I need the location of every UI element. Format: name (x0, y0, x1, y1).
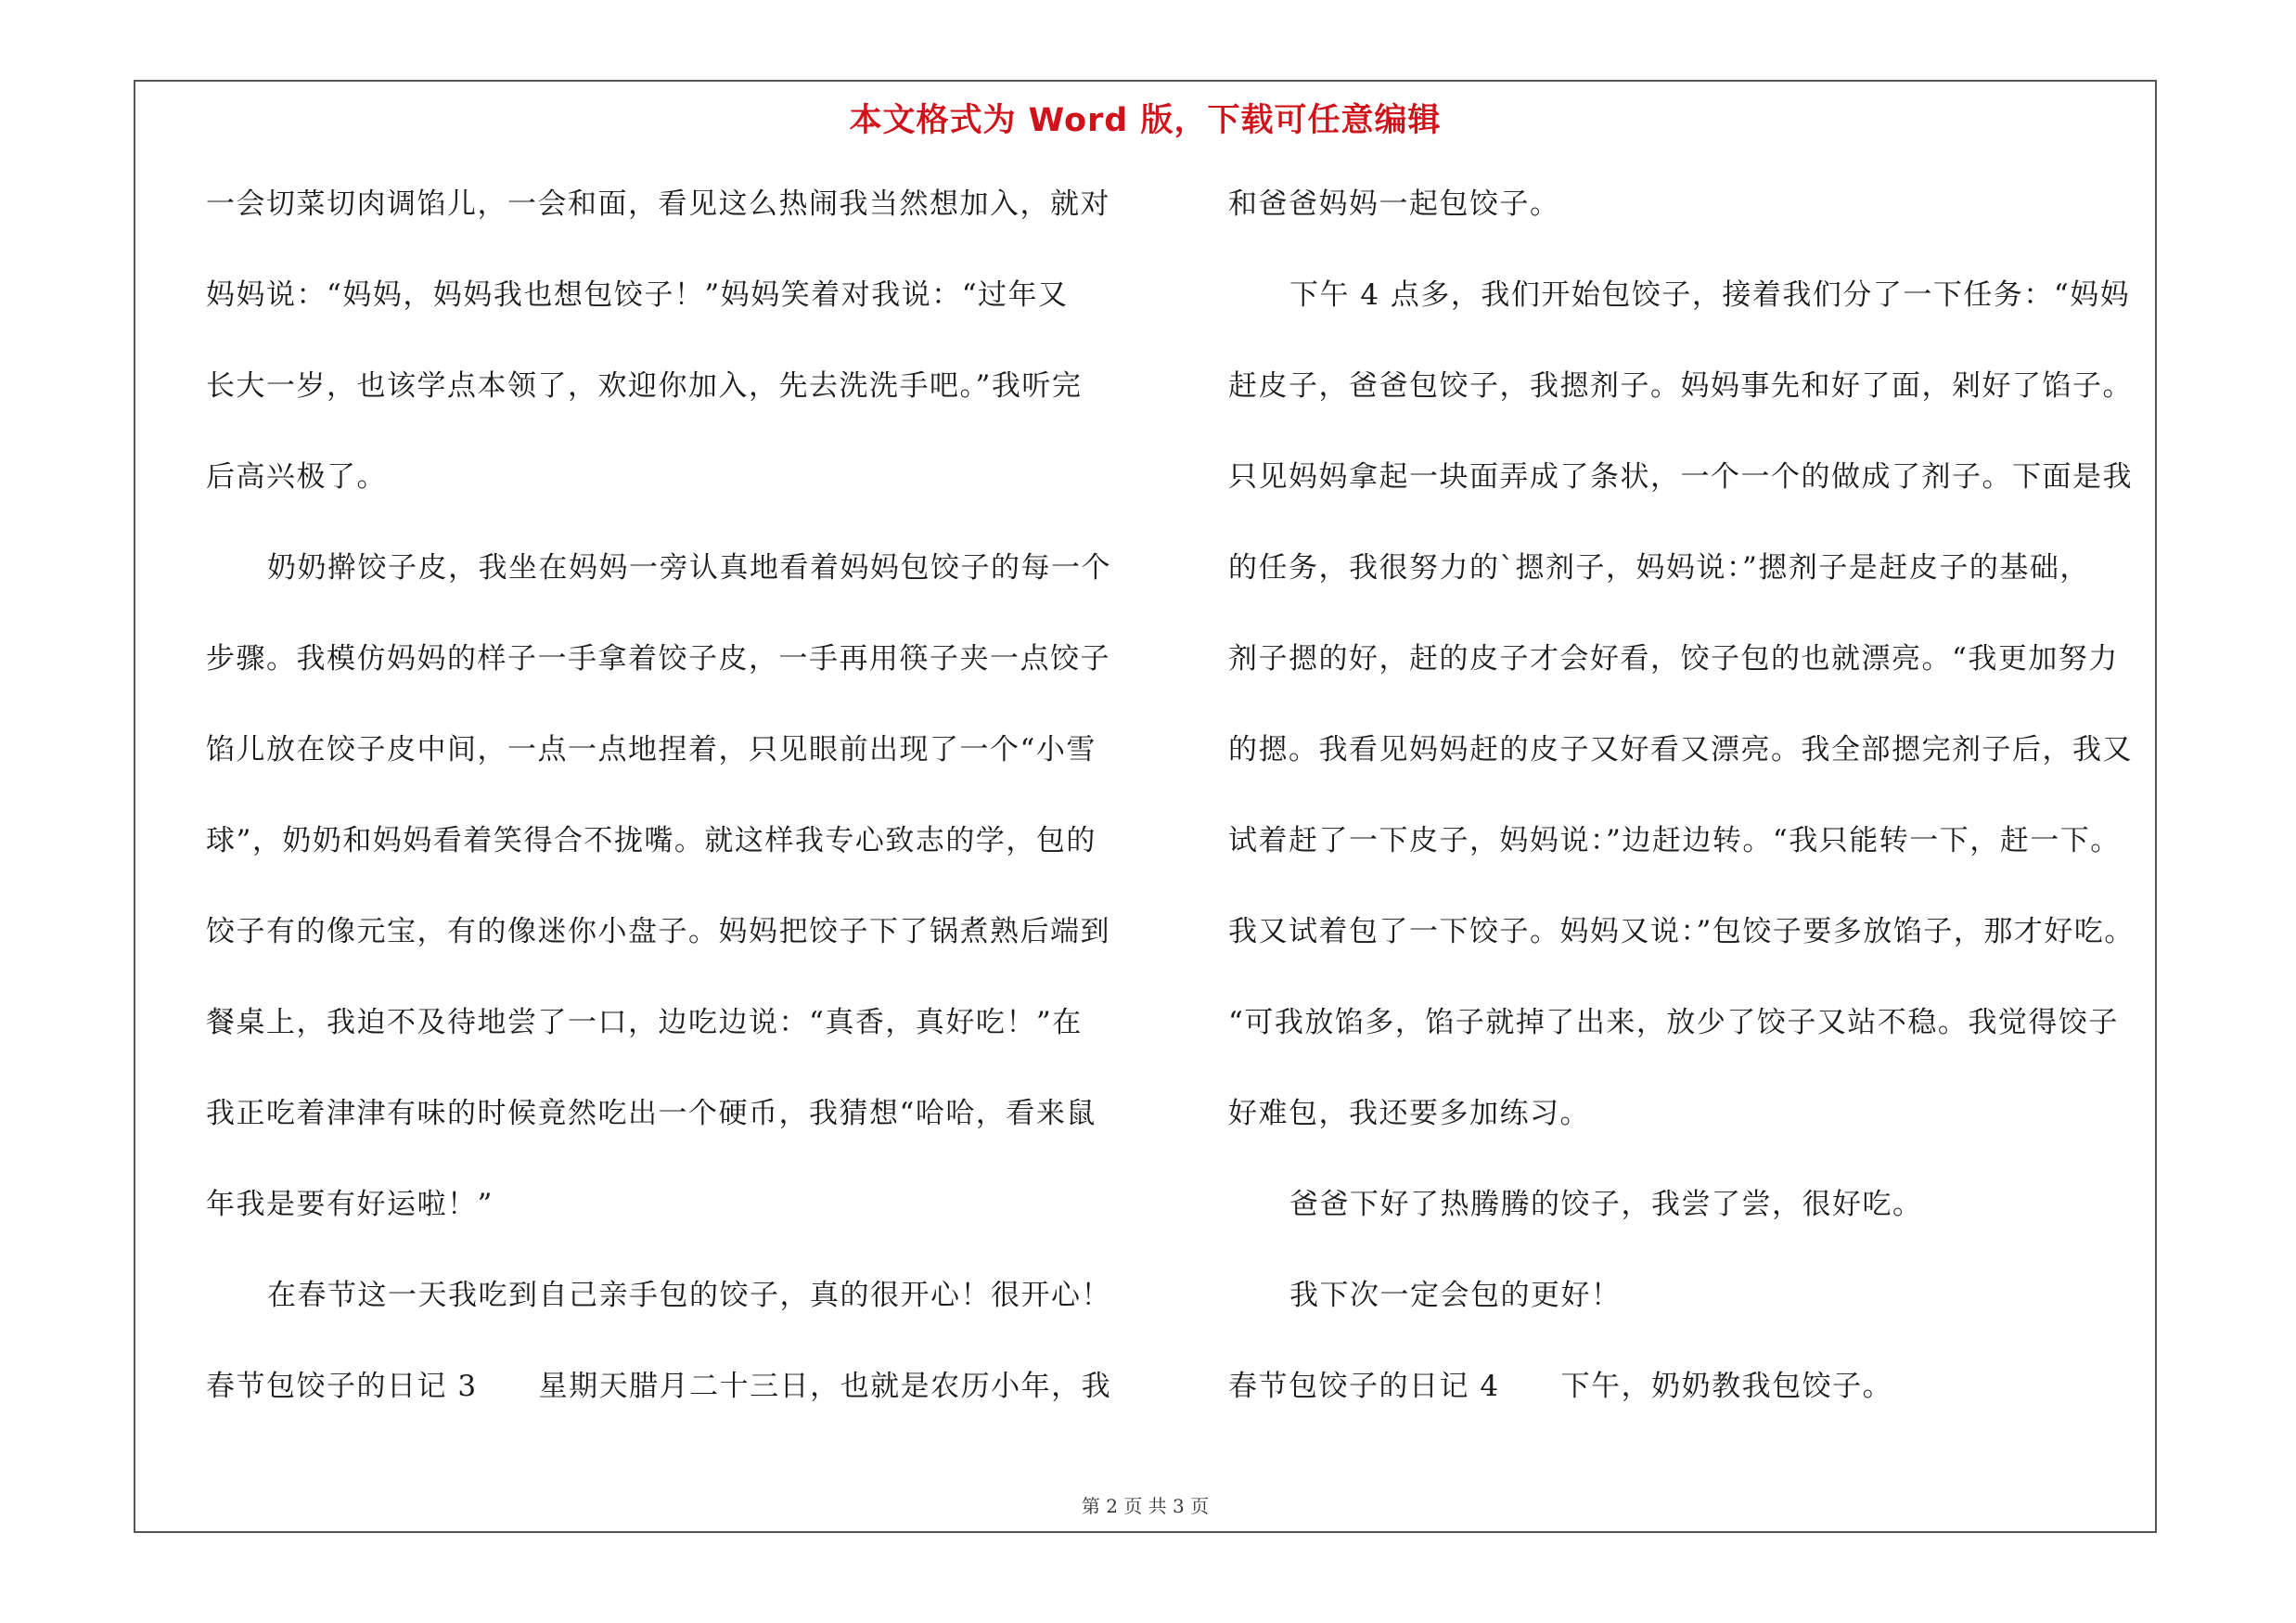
text-line: 年我是要有好运啦！” (206, 1188, 494, 1221)
text-line: 的任务，我很努力的`摁剂子，妈妈说：”摁剂子是赶皮子的基础， (1228, 551, 2090, 585)
diary-heading (206, 1364, 1134, 1410)
text-line: 后高兴极了。 (206, 460, 387, 494)
text-line: 和爸爸妈妈一起包饺子。 (1228, 187, 1560, 221)
text-line: 步骤。我模仿妈妈的样子一手拿着饺子皮，一手再用筷子夹一点饺子 (206, 642, 1110, 676)
text-line: 我又试着包了一下饺子。妈妈又说：”包饺子要多放馅子，那才好吃。 (1228, 915, 2135, 948)
text-line: 好难包，我还要多加练习。 (1228, 1097, 1590, 1130)
text-line: 试着赶了一下皮子，妈妈说：”边赶边转。“我只能转一下，赶一下。 (1228, 824, 2121, 857)
text-line: 我正吃着津津有味的时候竟然吃出一个硬币，我猜想“哈哈，看来鼠 (206, 1097, 1097, 1130)
diary-heading (1228, 1364, 2156, 1410)
diary-heading-title: 春节包饺子的日记 4 (1228, 1370, 1500, 1403)
text-line: 奶奶擀饺子皮，我坐在妈妈一旁认真地看着妈妈包饺子的每一个 (267, 551, 1111, 585)
text-line: 爸爸下好了热腾腾的饺子，我尝了尝，很好吃。 (1289, 1188, 1923, 1221)
diary-heading-title: 春节包饺子的日记 3 (206, 1370, 478, 1403)
left-column (206, 182, 1134, 1455)
text-line: 饺子有的像元宝，有的像迷你小盘子。妈妈把饺子下了锅煮熟后端到 (206, 915, 1110, 948)
text-line: 的摁。我看见妈妈赶的皮子又好看又漂亮。我全部摁完剂子后，我又 (1228, 733, 2133, 766)
text-line: 在春节这一天我吃到自己亲手包的饺子，真的很开心！很开心！ (267, 1279, 1111, 1312)
header-banner: 本文格式为 Word 版，下载可任意编辑 (849, 102, 1442, 139)
right-column (1228, 182, 2156, 1455)
page-indicator: 第 2 页 共 3 页 (1081, 1495, 1210, 1517)
diary-heading-text: 星期天腊月二十三日，也就是农历小年，我 (538, 1370, 1112, 1403)
text-line: 赶皮子，爸爸包饺子，我摁剂子。妈妈事先和好了面，剁好了馅子。 (1228, 369, 2133, 403)
text-line: 馅儿放在饺子皮中间，一点一点地捏着，只见眼前出现了一个“小雪 (206, 733, 1097, 766)
text-line: 我下次一定会包的更好！ (1289, 1279, 1622, 1312)
text-line: 一会切菜切肉调馅儿，一会和面，看见这么热闹我当然想加入，就对 (206, 187, 1110, 221)
text-line: 餐桌上，我迫不及待地尝了一口，边吃边说：“真香，真好吃！”在 (206, 1006, 1083, 1039)
text-line: 妈妈说：“妈妈，妈妈我也想包饺子！”妈妈笑着对我说：“过年又 (206, 278, 1069, 312)
text-line: 只见妈妈拿起一块面弄成了条状，一个一个的做成了剂子。下面是我 (1228, 460, 2133, 494)
text-line: “可我放馅多，馅子就掉了出来，放少了饺子又站不稳。我觉得饺子 (1228, 1006, 2119, 1039)
text-line: 球”，奶奶和妈妈看着笑得合不拢嘴。就这样我专心致志的学，包的 (206, 824, 1097, 857)
text-line: 下午 4 点多，我们开始包饺子，接着我们分了一下任务：“妈妈 (1289, 278, 2131, 312)
text-line: 剂子摁的好，赶的皮子才会好看，饺子包的也就漂亮。“我更加努力 (1228, 642, 2119, 676)
diary-heading-text: 下午，奶奶教我包饺子。 (1560, 1370, 1893, 1403)
text-line: 长大一岁，也该学点本领了，欢迎你加入，先去洗洗手吧。”我听完 (206, 369, 1083, 403)
